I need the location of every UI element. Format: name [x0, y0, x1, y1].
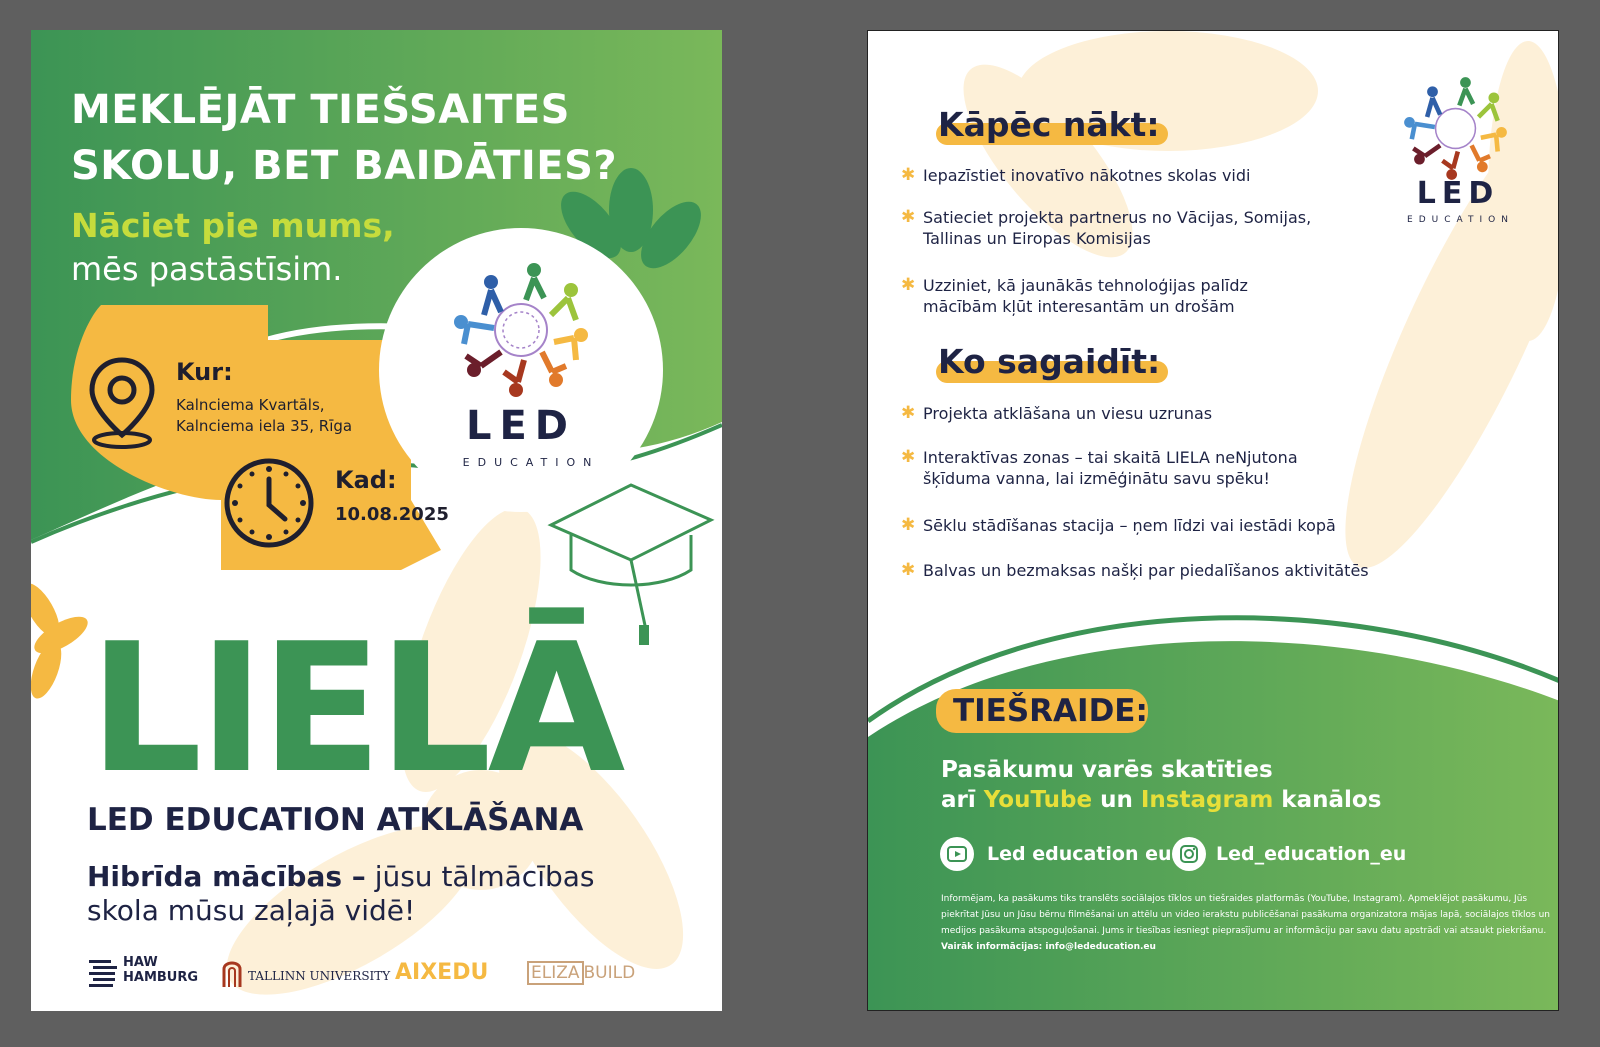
disclaimer-text: Informējam, ka pasākums tiks translēts sociālajos tīklos un tiešraides platformās (YouTube, Instagram). Apmeklējot pasākumu, Jūs piekrītat Jūsu un Jūsu bērnu filmēšanai un attēlu un video ierakstu publicēšanai pasākuma organizatora mājas lapā, sociālajos tīklos un medijos pasākuma atspoguļošanai. Jums ir tiesības iesniegt pieprasījumu ar informāciju par savu datu apstrādi vai atsaukt piekrišanu.: [941, 894, 1551, 936]
disclaimer-contact[interactable]: Vairāk informācijas: info@lededucation.eu: [941, 942, 1156, 952]
instagram-word: Instagram: [1140, 787, 1274, 813]
item-line-1: Satieciet projekta partnerus no Vācijas, Somijas,: [923, 208, 1312, 227]
flower-bullet-icon: ✱: [901, 403, 916, 423]
flower-bullet-icon: ✱: [901, 275, 916, 295]
haw-line-1: HAW: [123, 955, 158, 970]
expect-title: Ko sagaidīt:: [938, 342, 1161, 381]
item-line-1: Projekta atklāšana un viesu uzrunas: [923, 404, 1213, 423]
haw-hamburg-logo-icon: [89, 958, 119, 988]
flower-bullet-icon: ✱: [901, 207, 916, 227]
address-line-1: Kalnciema Kvartāls,: [176, 396, 325, 414]
eliza-part: ELIZA: [527, 961, 584, 985]
flower-bullet-icon: ✱: [901, 560, 916, 580]
front-flyer: [31, 30, 722, 1011]
youtube-word: YouTube: [983, 787, 1093, 813]
live-line-2c: kanālos: [1273, 787, 1382, 813]
tallinn-university-logo-icon: [221, 955, 243, 989]
flower-bullet-icon: ✱: [901, 447, 916, 467]
build-part: BUILD: [583, 963, 636, 983]
live-text: [941, 755, 1381, 815]
led-wordmark: LED: [465, 403, 576, 449]
when-label: Kad:: [335, 466, 397, 494]
flower-bullet-icon: ✱: [901, 165, 916, 185]
aixedu-logo: AIXEDU: [395, 960, 489, 985]
youtube-icon[interactable]: [940, 837, 974, 871]
live-line-2b: un: [1092, 787, 1141, 813]
item-line-2: Tallinas un Eiropas Komisijas: [923, 229, 1151, 248]
location-pin-icon: [87, 355, 157, 450]
haw-hamburg-logo: [123, 955, 198, 985]
headline-line-1: MEKLĒJĀT TIEŠSAITES: [71, 87, 570, 133]
slogan-bold: Hibrīda mācības –: [87, 860, 366, 893]
why-item: [901, 165, 1251, 186]
item-line-1: Sēklu stādīšanas stacija – ņem līdzi vai iestādi kopā: [923, 516, 1336, 535]
invite-line-2: mēs pastāstīsim.: [71, 250, 343, 288]
item-line-1: Uzziniet, kā jaunākās tehnoloģijas palīdz: [923, 276, 1248, 295]
expect-item: [901, 403, 1213, 424]
expect-item: [901, 447, 1298, 489]
live-title: TIEŠRAIDE:: [953, 693, 1148, 729]
slogan-line-2: skola mūsu zaļajā vidē!: [87, 894, 416, 927]
youtube-handle[interactable]: Led education eu: [987, 843, 1172, 865]
live-line-1: Pasākumu varēs skatīties: [941, 757, 1273, 783]
haw-line-2: HAMBURG: [123, 970, 199, 985]
back-flyer: [867, 30, 1559, 1011]
flower-bullet-icon: ✱: [901, 515, 916, 535]
disclaimer: [941, 891, 1551, 955]
where-address: [176, 395, 352, 437]
address-line-2: Kalnciema iela 35, Rīga: [176, 417, 353, 435]
instagram-handle[interactable]: Led_education_eu: [1216, 843, 1407, 865]
expect-item: [901, 515, 1336, 536]
back-education-wordmark: EDUCATION: [1407, 215, 1514, 225]
education-wordmark: EDUCATION: [462, 456, 600, 469]
front-headline: [71, 82, 617, 194]
elizabuild-logo: [527, 963, 635, 983]
big-word-liela: LIELĀ: [89, 605, 622, 812]
instagram-icon[interactable]: [1172, 837, 1206, 871]
live-line-2a: arī: [941, 787, 984, 813]
slogan: [87, 860, 595, 928]
item-line-1: Interaktīvas zonas – tai skaitā LIELA neNjutona: [923, 448, 1298, 467]
back-led-logo-mark: [1398, 71, 1513, 186]
item-line-1: Iepazīstiet inovatīvo nākotnes skolas vidi: [923, 166, 1251, 185]
led-logo-mark: [446, 260, 596, 400]
why-title: Kāpēc nākt:: [938, 105, 1160, 144]
clock-icon: [221, 455, 317, 551]
back-led-wordmark: LED: [1416, 176, 1500, 211]
event-date: 10.08.2025: [335, 504, 449, 525]
item-line-1: Balvas un bezmaksas našķi par piedalīšanos aktivitātēs: [923, 561, 1369, 580]
expect-item: [901, 560, 1369, 581]
event-title: LED EDUCATION ATKLĀŠANA: [87, 802, 584, 838]
where-label: Kur:: [176, 358, 233, 386]
tallinn-university-logo: TALLINN UNIVERSITY: [248, 969, 391, 983]
invite-line-1: Nāciet pie mums,: [71, 206, 395, 245]
slogan-rest: jūsu tālmācības: [365, 860, 595, 893]
headline-line-2: SKOLU, BET BAIDĀTIES?: [71, 143, 618, 189]
item-line-2: šķīduma vanna, lai izmēģinātu savu spēku!: [923, 469, 1270, 488]
why-item: [901, 207, 1312, 249]
item-line-2: mācībām kļūt interesantām un drošām: [923, 297, 1235, 316]
why-item: [901, 275, 1248, 317]
